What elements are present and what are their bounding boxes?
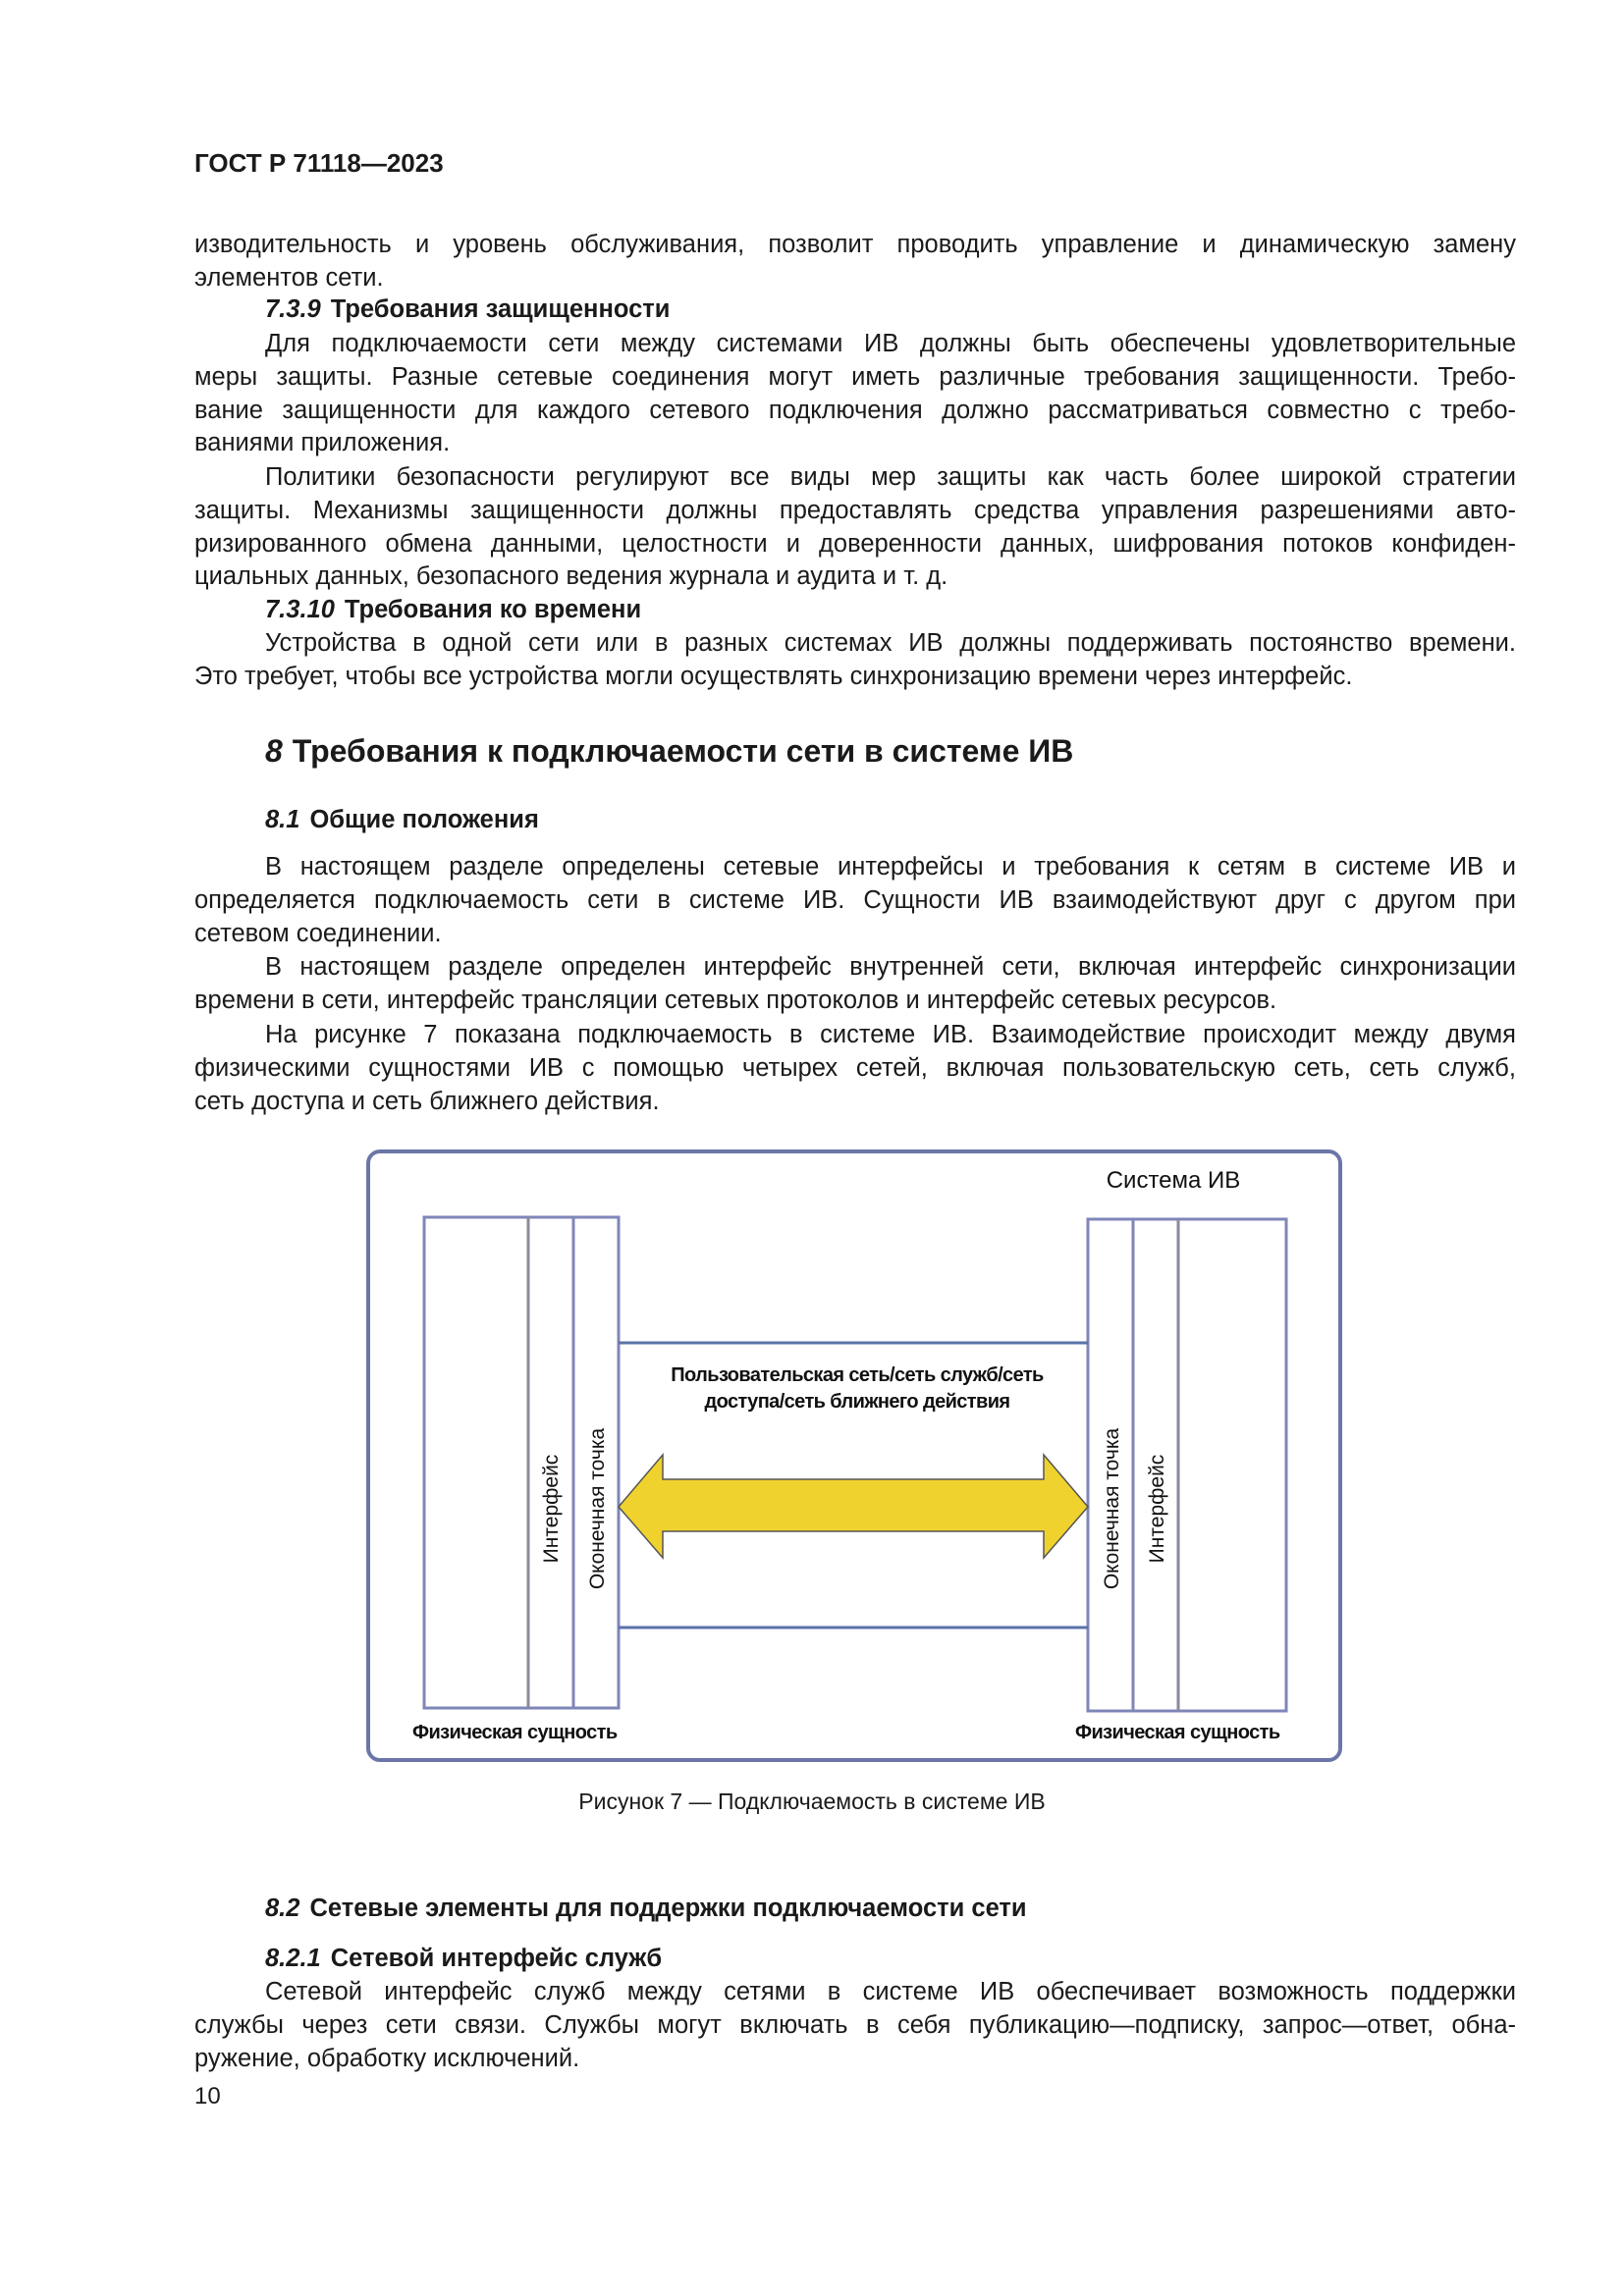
figure-7-diagram — [363, 1144, 1345, 1772]
section-heading — [265, 731, 1516, 771]
paragraph-line: На рисунке 7 показана подключаемость в системе ИВ. Взаимодействие происходит между двумя — [265, 1021, 1516, 1048]
paragraph-line: изводительность и уровень обслуживания, позволит проводить управление и динамическую замену — [194, 231, 1516, 258]
paragraph-line: Политики безопасности регулируют все виды мер защиты как часть более широкой стратегии — [265, 463, 1516, 491]
paragraph-line: ваниями приложения. — [194, 429, 451, 457]
heading-number: 7.3.9 — [265, 295, 321, 323]
heading-title: Требования ко времени — [344, 596, 642, 623]
paragraph-line: Это требует, чтобы все устройства могли осуществлять синхронизацию времени через интерфейс. — [194, 662, 1353, 690]
paragraph-line: защиты. Механизмы защищенности должны предоставлять средства управления разрешениями авто- — [194, 496, 1516, 524]
subsection-heading — [265, 593, 1516, 626]
subsection-heading — [265, 803, 1516, 836]
heading-number: 8.2.1 — [265, 1945, 321, 1972]
paragraph-line: сетевом соединении. — [194, 919, 442, 947]
network-label-line2: доступа/сеть ближнего действия — [704, 1391, 1010, 1413]
paragraph-line: сеть доступа и сеть ближнего действия. — [194, 1087, 660, 1115]
heading-number: 7.3.10 — [265, 596, 335, 623]
subsection-heading — [265, 293, 1516, 326]
paragraph-line: вание защищенности для каждого сетевого подключения должно рассматриваться совместно с требо- — [194, 396, 1516, 424]
heading-title: Сетевые элементы для поддержки подключаемости сети — [309, 1895, 1027, 1922]
paragraph-line: элементов сети. — [194, 263, 384, 292]
paragraph-line: Устройства в одной сети или в разных системах ИВ должны поддерживать постоянство времени. — [265, 629, 1516, 657]
heading-title: Требования защищенности — [330, 295, 671, 323]
right-entity-label: Физическая сущность — [1075, 1722, 1280, 1743]
paragraph-line: В настоящем разделе определены сетевые интерфейсы и требования к сетям в системе ИВ и — [265, 853, 1516, 881]
heading-title: Общие положения — [309, 806, 539, 833]
left-interface-label: Интерфейс — [540, 1454, 563, 1564]
right-endpoint-label: Оконечная точка — [1101, 1427, 1123, 1590]
right-interface-label: Интерфейс — [1146, 1454, 1168, 1564]
paragraph-line: меры защиты. Разные сетевые соединения могут иметь различные требования защищенности. Требо- — [194, 362, 1516, 391]
paragraph-line: времени в сети, интерфейс трансляции сетевых протоколов и интерфейс сетевых ресурсов. — [194, 986, 1277, 1014]
paragraph-line: определяется подключаемость сети в системе ИВ. Сущности ИВ взаимодействуют друг с другом при — [194, 885, 1516, 914]
system-frame — [368, 1151, 1340, 1760]
paragraph-line: Для подключаемости сети между системами ИВ должны быть обеспечены удовлетворительные — [265, 330, 1516, 357]
subsection-heading — [265, 1942, 1516, 1975]
subsection-heading — [265, 1892, 1516, 1925]
heading-title: Требования к подключаемости сети в системе ИВ — [292, 733, 1074, 769]
paragraph-line: Сетевой интерфейс служб между сетями в системе ИВ обеспечивает возможность поддержки — [265, 1978, 1516, 2005]
paragraph-line: службы через сети связи. Службы могут включать в себя публикацию—подписку, запрос—ответ, обна- — [194, 2010, 1516, 2039]
heading-number: 8.1 — [265, 806, 300, 833]
paragraph-line: циальных данных, безопасного ведения журнала и аудита и т. д. — [194, 562, 948, 591]
paragraph-line: физическими сущностями ИВ с помощью четырех сетей, включая пользовательскую сеть, сеть служб, — [194, 1053, 1516, 1082]
heading-number: 8.2 — [265, 1895, 300, 1922]
paragraph-line: В настоящем разделе определен интерфейс внутренней сети, включая интерфейс синхронизации — [265, 953, 1516, 981]
document-header: ГОСТ Р 71118—2023 — [194, 148, 444, 178]
left-entity-label: Физическая сущность — [412, 1722, 618, 1743]
paragraph-line: ружение, обработку исключений. — [194, 2044, 580, 2072]
bidirectional-arrow-icon — [619, 1455, 1088, 1558]
page-number: 10 — [194, 2083, 221, 2109]
heading-title: Сетевой интерфейс служб — [330, 1945, 663, 1972]
figure-caption: Рисунок 7 — Подключаемость в системе ИВ — [578, 1789, 1046, 1814]
system-label: Система ИВ — [1106, 1167, 1241, 1194]
left-endpoint-label: Оконечная точка — [586, 1427, 609, 1590]
paragraph-line: ризированного обмена данными, целостности и доверенности данных, шифрования потоков конфиден- — [194, 529, 1516, 558]
heading-number: 8 — [265, 733, 283, 769]
network-label-line1: Пользовательская сеть/сеть служб/сеть — [671, 1364, 1044, 1386]
